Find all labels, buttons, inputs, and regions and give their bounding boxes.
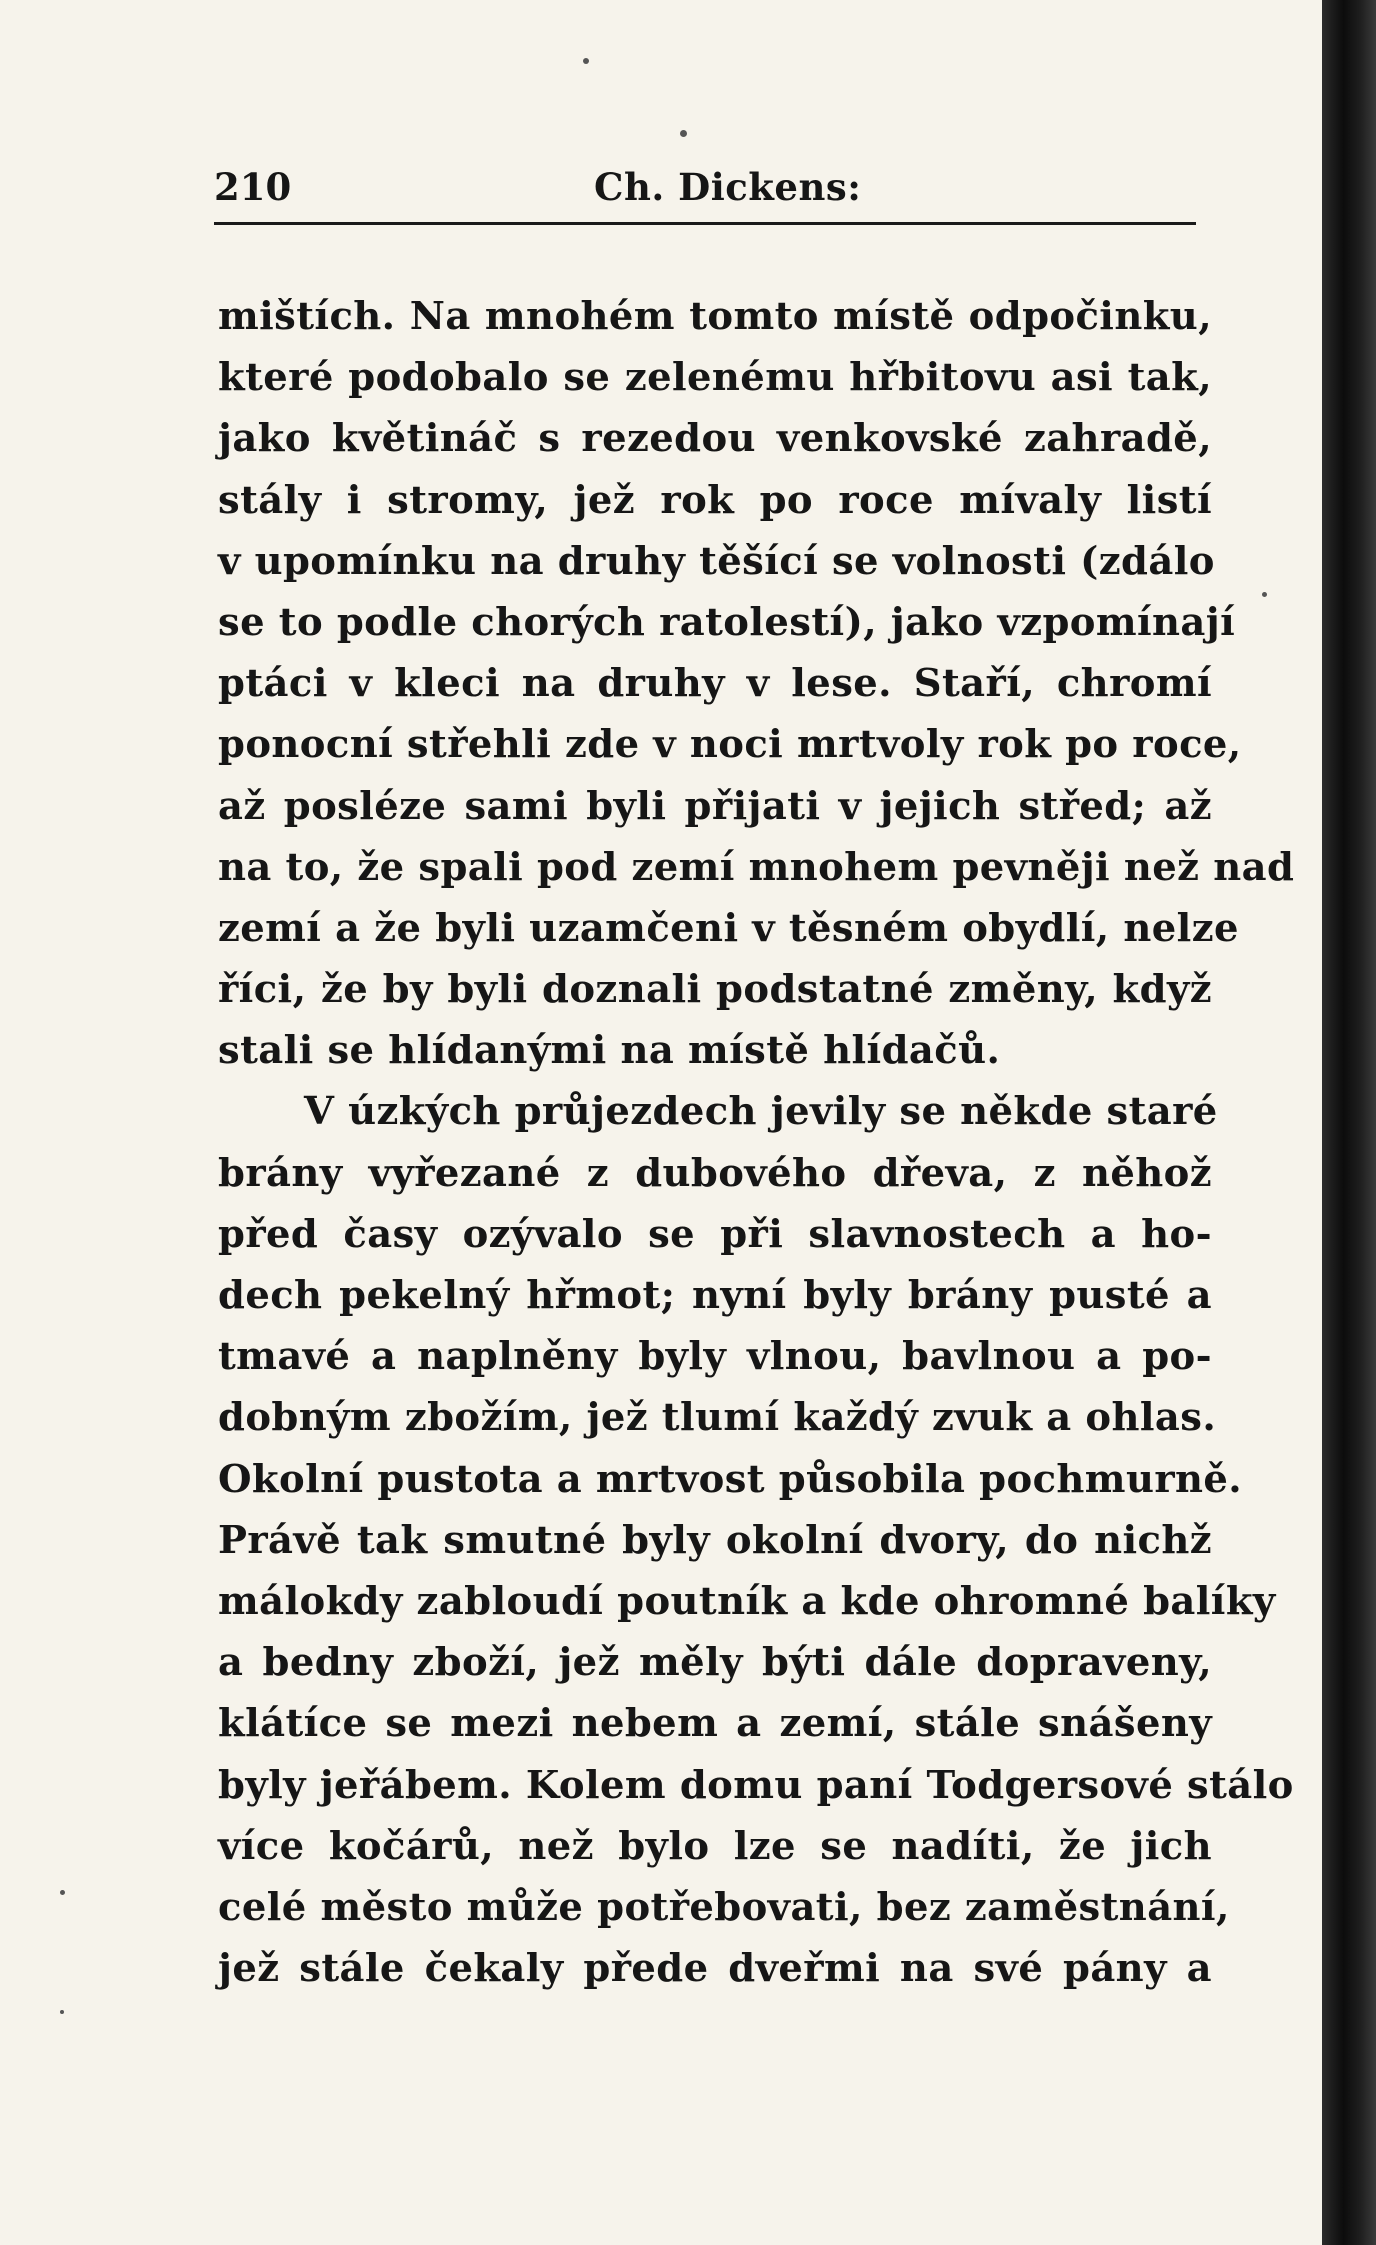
text-line: stály i stromy, jež rok po roce mívaly listí [218, 477, 1212, 523]
body-text [218, 286, 1295, 1999]
text-line: mištích. Na mnohém tomto místě odpočinku, [218, 294, 1212, 339]
text-line: brány vyřezané z dubového dřeva, z něhož [218, 1150, 1212, 1196]
header-rule [214, 222, 1196, 225]
text-line: jako květináč s rezedou venkovské zahradě, [218, 416, 1212, 462]
paper-speck [60, 1890, 65, 1895]
book-edge [1322, 0, 1376, 2245]
text-line: Okolní pustota a mrtvost působila pochmurně. [218, 1456, 1243, 1502]
page-header [214, 165, 1196, 215]
paper-speck [1262, 592, 1267, 597]
text-line: málokdy zabloudí poutník a kde ohromné balíky [218, 1578, 1276, 1624]
page-number: 210 [214, 165, 292, 209]
text-line: klátíce se mezi nebem a zemí, stále snášeny [218, 1701, 1212, 1747]
text-line: před časy ozývalo se při slavnostech a ho- [218, 1211, 1212, 1257]
text-line: se to podle chorých ratolestí), jako vzpomínají [218, 599, 1236, 645]
text-line: ponocní střehli zde v noci mrtvoly rok po roce, [218, 722, 1242, 768]
text-line: Právě tak smutné byly okolní dvory, do nichž [218, 1517, 1212, 1563]
text-line: více kočárů, než bylo lze se nadíti, že jich [218, 1823, 1212, 1869]
text-line: až posléze sami byli přijati v jejich střed; až [218, 783, 1212, 829]
text-line: říci, že by byli doznali podstatné změny, když [218, 967, 1212, 1013]
running-head: Ch. Dickens: [594, 165, 862, 209]
text-line: a bedny zboží, jež měly býti dále dopraveny, [218, 1640, 1212, 1686]
paper-speck [680, 130, 687, 137]
text-line: celé město může potřebovati, bez zaměstnání, [218, 1884, 1230, 1930]
text-line: byly jeřábem. Kolem domu paní Todgersové stálo [218, 1762, 1294, 1808]
text-line: zemí a že byli uzamčeni v těsném obydlí, nelze [218, 905, 1239, 951]
text-line: V úzkých průjezdech jevily se někde staré [304, 1089, 1218, 1135]
text-line: stali se hlídanými na místě hlídačů. [218, 1028, 1001, 1074]
text-line: dobným zbožím, jež tlumí každý zvuk a ohlas. [218, 1395, 1217, 1441]
text-line: na to, že spali pod zemí mnohem pevněji než nad [218, 844, 1295, 890]
text-line: ptáci v kleci na druhy v lese. Staří, chromí [218, 661, 1212, 707]
paper-speck [60, 2010, 64, 2014]
text-line: dech pekelný hřmot; nyní byly brány pusté a [218, 1273, 1212, 1318]
text-line: jež stále čekaly přede dveřmi na své pány a [218, 1946, 1212, 1992]
paper-speck [583, 58, 589, 64]
text-line: v upomínku na druhy těšící se volnosti (zdálo [218, 538, 1215, 584]
text-line: které podobalo se zelenému hřbitovu asi tak, [218, 355, 1212, 401]
text-line: tmavé a naplněny byly vlnou, bavlnou a po- [218, 1334, 1212, 1380]
